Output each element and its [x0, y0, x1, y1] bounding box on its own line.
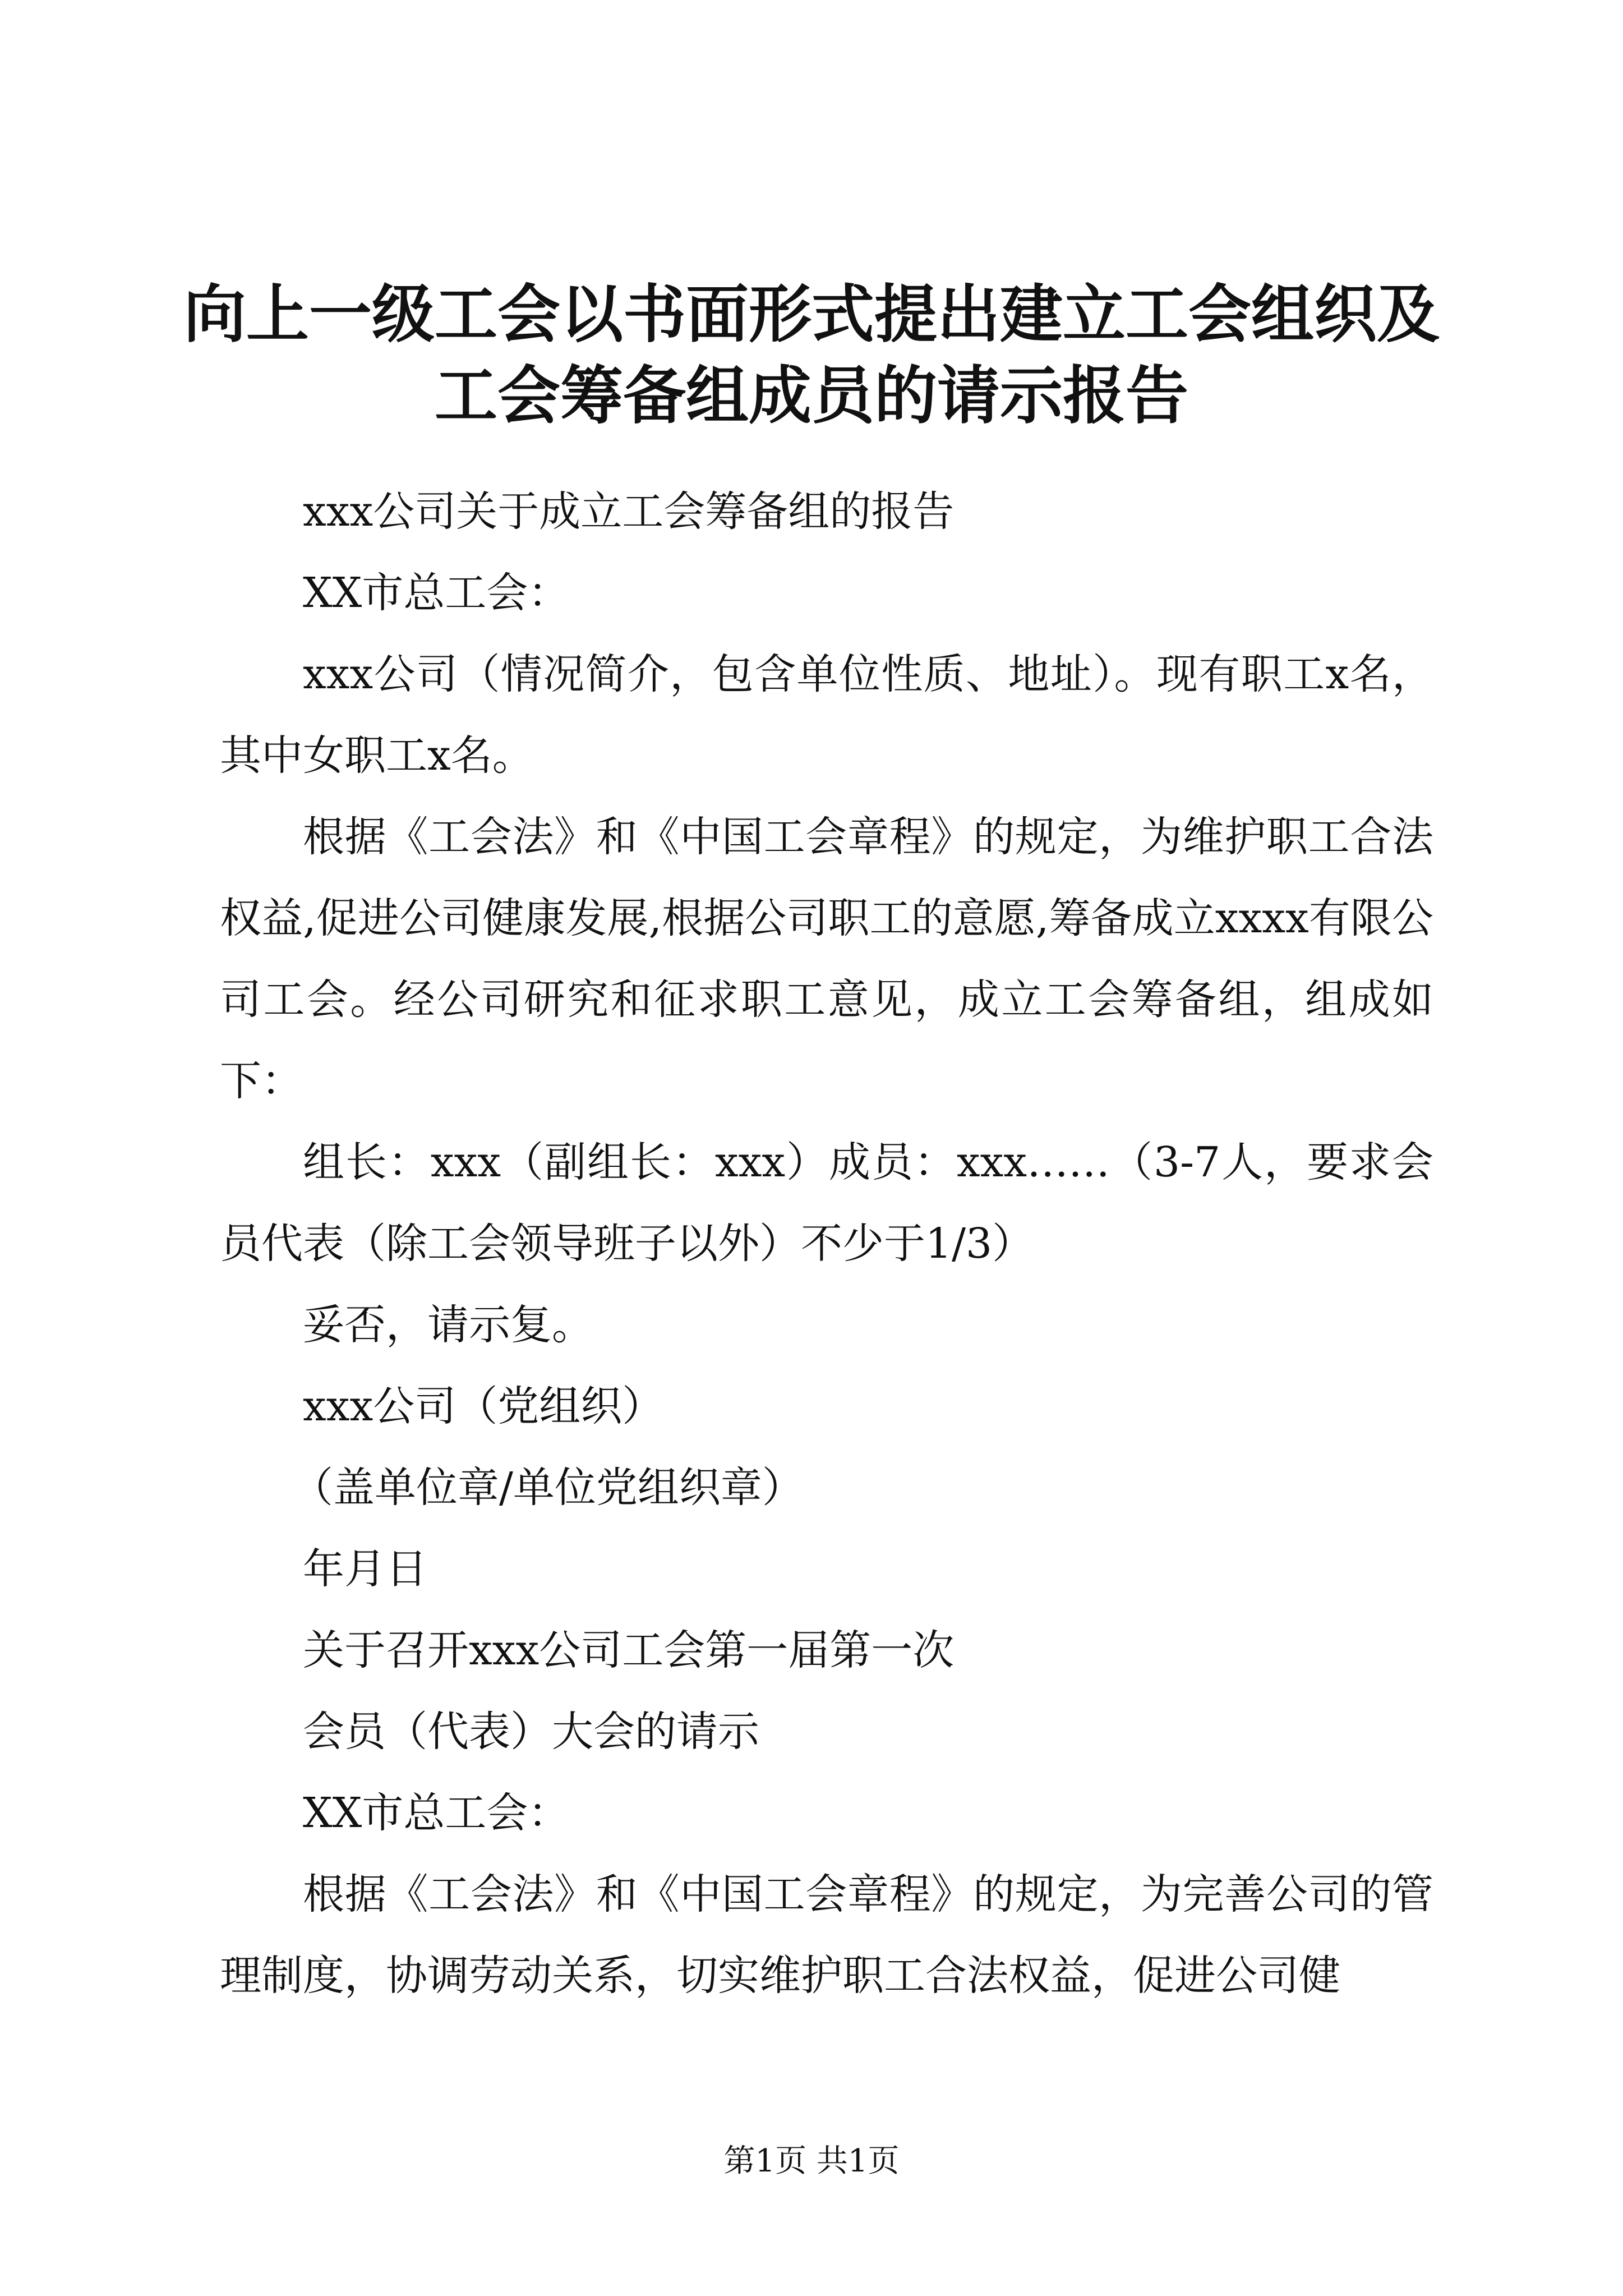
second-basis-paragraph: 根据《工会法》和《中国工会章程》的规定，为完善公司的管理制度，协调劳动关系，切实维护职工合法权益，促进公司健 — [220, 1870, 1433, 2000]
seal-note: （盖单位章/单位党组织章） — [292, 1464, 804, 1512]
request-line: 妥否，请示复。 — [303, 1301, 593, 1349]
signature-company: xxx公司（党组织） — [303, 1382, 664, 1430]
report-heading: xxx公司关于成立工会筹备组的报告 — [303, 487, 955, 536]
date-line: 年月日 — [303, 1545, 427, 1593]
basis-paragraph: 根据《工会法》和《中国工会章程》的规定，为维护职工合法权益,促进公司健康发展,根据公司职工的意愿,筹备成立xxxx有限公司工会。经公司研究和征求职工意见，成立工会筹备组，组成如下： — [220, 813, 1433, 1105]
document-body — [220, 471, 1433, 2017]
company-intro-paragraph: xxx公司（情况简介，包含单位性质、地址）。现有职工x名，其中女职工x名。 — [220, 650, 1433, 780]
document-title: 向上一级工会以书面形式提出建立工会组织及工会筹备组成员的请示报告 — [183, 278, 1440, 432]
second-heading-line-1: 关于召开xxx公司工会第一届第一次 — [303, 1626, 955, 1674]
second-addressee: XX市总工会： — [303, 1789, 570, 1837]
second-heading-line-2: 会员（代表）大会的请示 — [303, 1708, 759, 1756]
page-footer: 第1页 共1页 — [723, 2143, 900, 2179]
addressee: XX市总工会： — [303, 569, 570, 617]
members-paragraph: 组长：xxx（副组长：xxx）成员：xxx……（3-7人，要求会员代表（除工会领导班子以外）不少于1/3） — [220, 1138, 1433, 1268]
